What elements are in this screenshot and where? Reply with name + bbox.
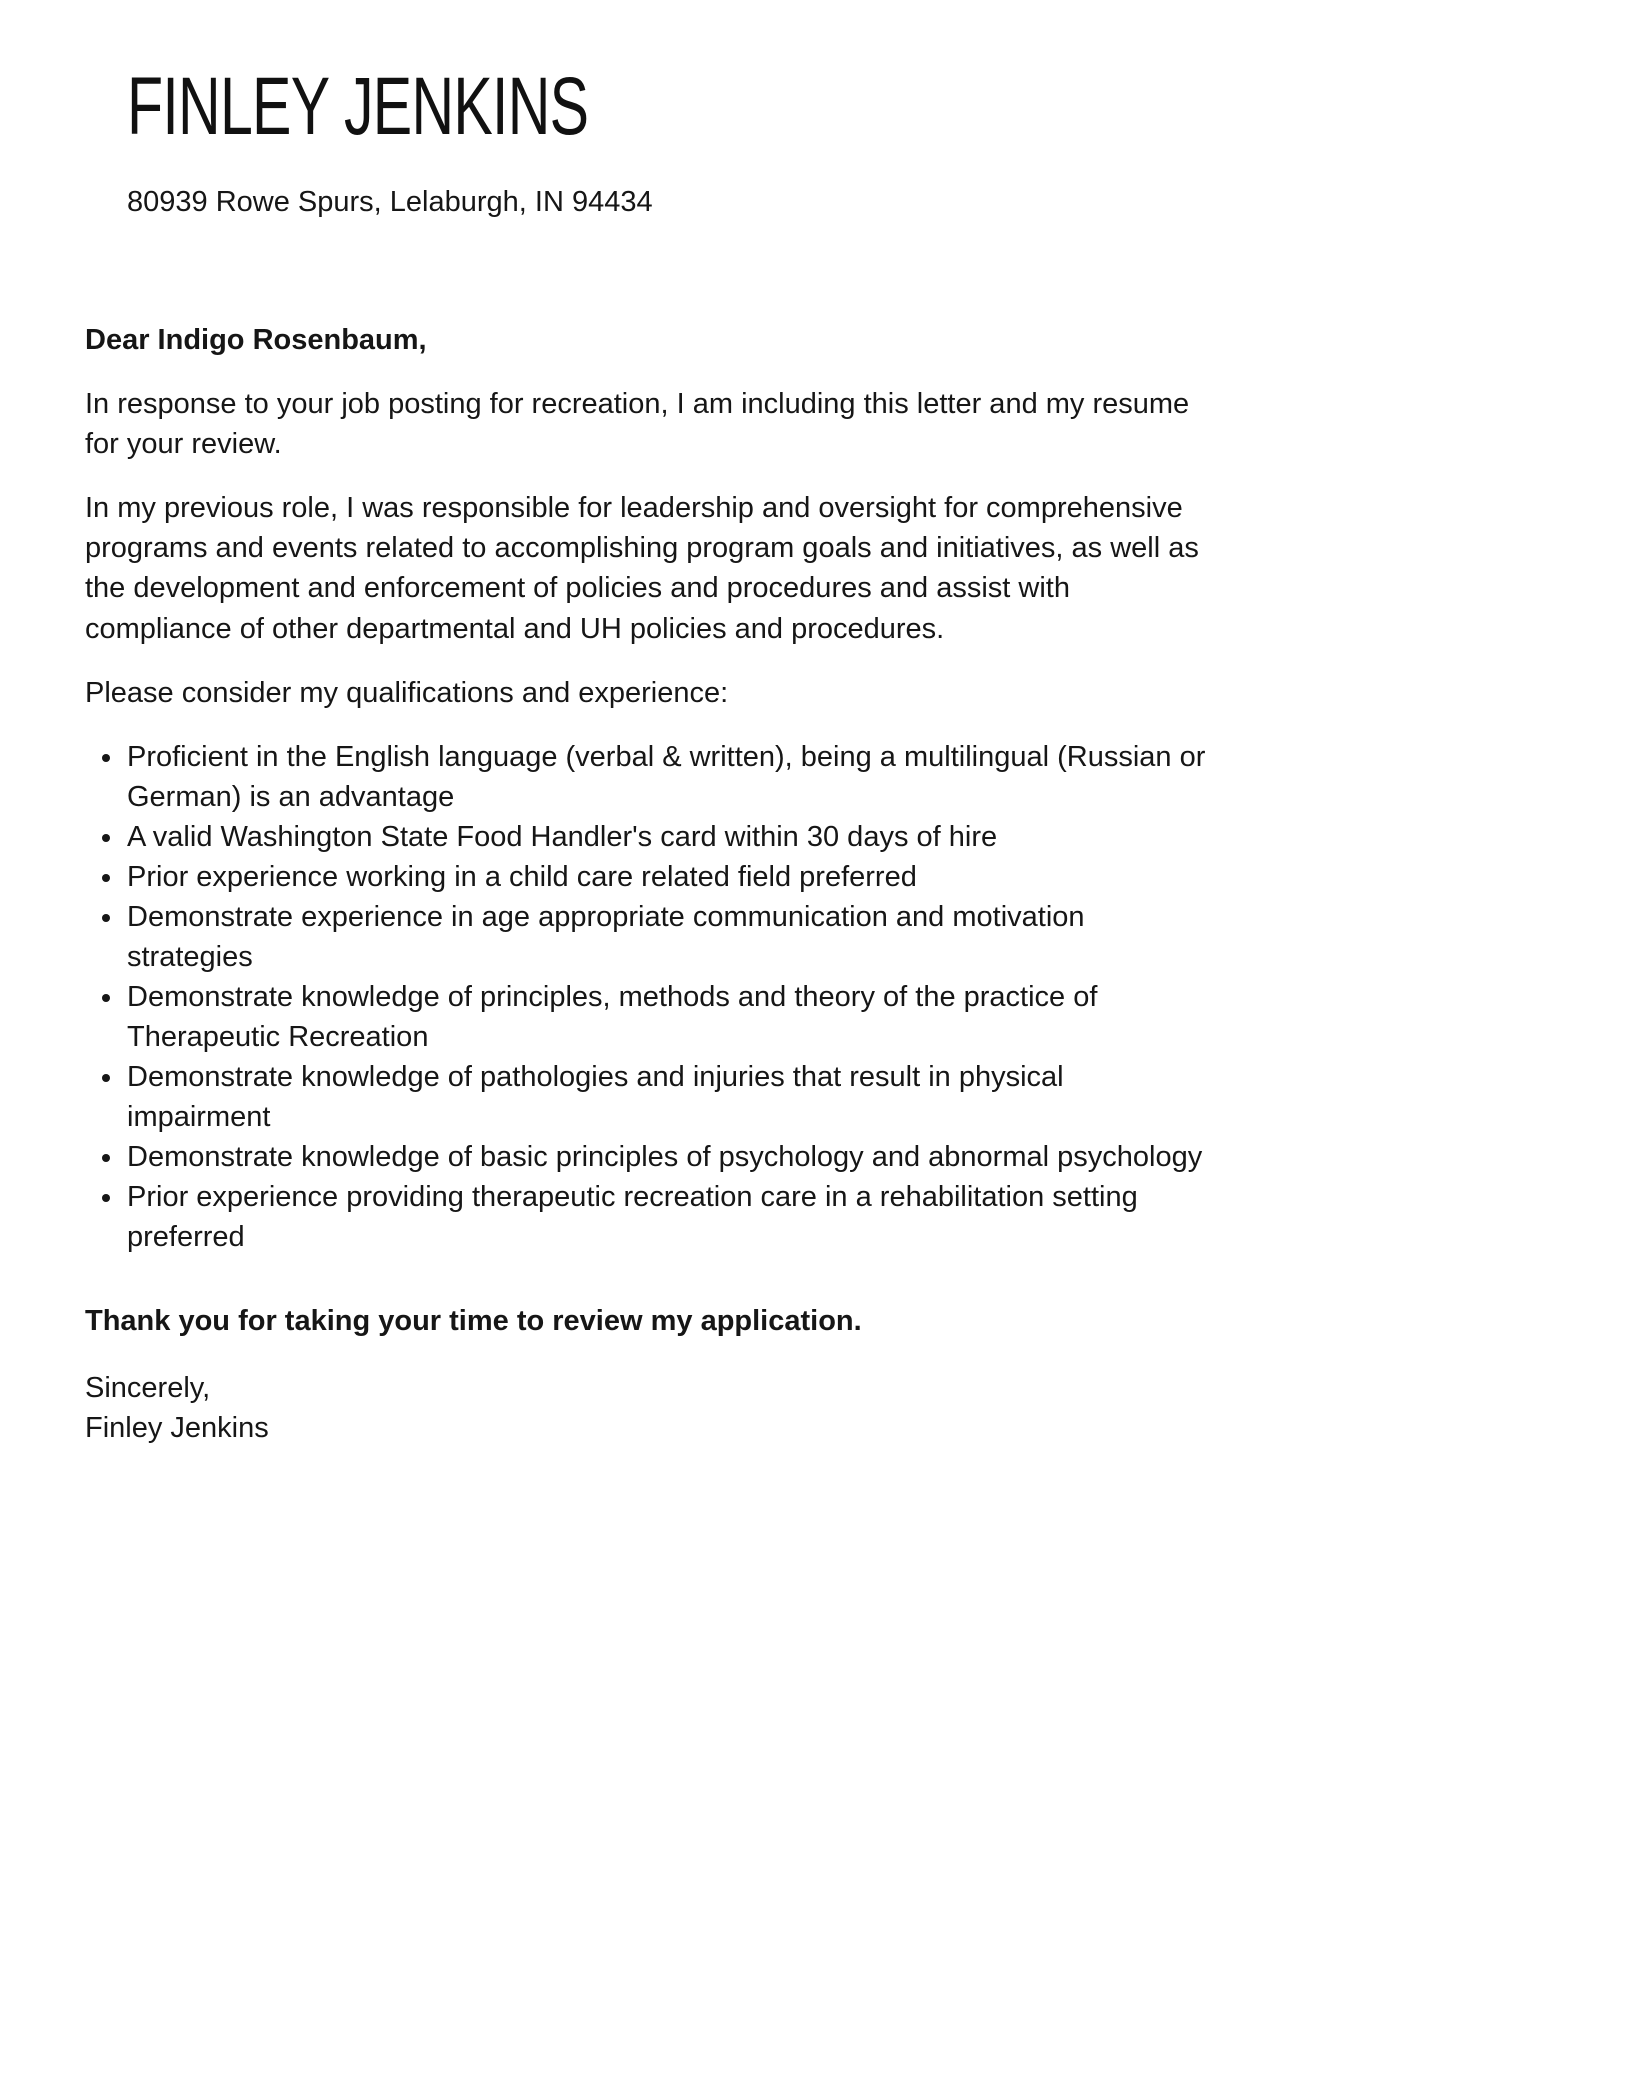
qualification-list bbox=[85, 737, 1207, 1257]
qualification-item: • Demonstrate knowledge of basic principles of psychology and abnormal psychology bbox=[125, 1137, 1207, 1177]
intro-paragraph: In response to your job posting for recreation, I am including this letter and my resume for your review. bbox=[85, 388, 1190, 461]
closing-block bbox=[85, 1368, 1207, 1448]
qualifications-intro: Please consider my qualifications and experience: bbox=[85, 676, 729, 709]
qualification-item: • Prior experience working in a child care related field preferred bbox=[125, 857, 1207, 897]
letter-header bbox=[127, 58, 1207, 222]
salutation: Dear Indigo Rosenbaum, bbox=[85, 324, 427, 357]
thank-you-line: Thank you for taking your time to review my application. bbox=[85, 1304, 862, 1337]
qualification-item: • Demonstrate experience in age appropriate communication and motivation strategies bbox=[125, 897, 1207, 977]
letter-body bbox=[85, 320, 1207, 1447]
qualification-item: • Demonstrate knowledge of principles, methods and theory of the practice of Therapeutic Recreation bbox=[125, 977, 1207, 1057]
qualification-item: • Demonstrate knowledge of pathologies and injuries that result in physical impairment bbox=[125, 1057, 1207, 1137]
person-name-heading: FINLEY JENKINS bbox=[127, 61, 589, 152]
person-address: 80939 Rowe Spurs, Lelaburgh, IN 94434 bbox=[127, 186, 653, 219]
qualification-item: • Proficient in the English language (verbal & written), being a multilingual (Russian or German) is an advantage bbox=[125, 737, 1207, 817]
experience-paragraph: In my previous role, I was responsible for leadership and oversight for comprehensive programs and events related to accomplishing program goals and initiatives, as well as the development and enforcement of policies and procedures and assist with compliance of other departmental and UH policies and procedures. bbox=[85, 492, 1199, 645]
signature-name: Finley Jenkins bbox=[85, 1411, 269, 1444]
qualification-item: • Prior experience providing therapeutic recreation care in a rehabilitation setting preferred bbox=[125, 1177, 1207, 1257]
closing-salutation: Sincerely, bbox=[85, 1371, 211, 1404]
qualification-item: • A valid Washington State Food Handler's card within 30 days of hire bbox=[125, 817, 1207, 857]
letter-content bbox=[85, 58, 1207, 1448]
